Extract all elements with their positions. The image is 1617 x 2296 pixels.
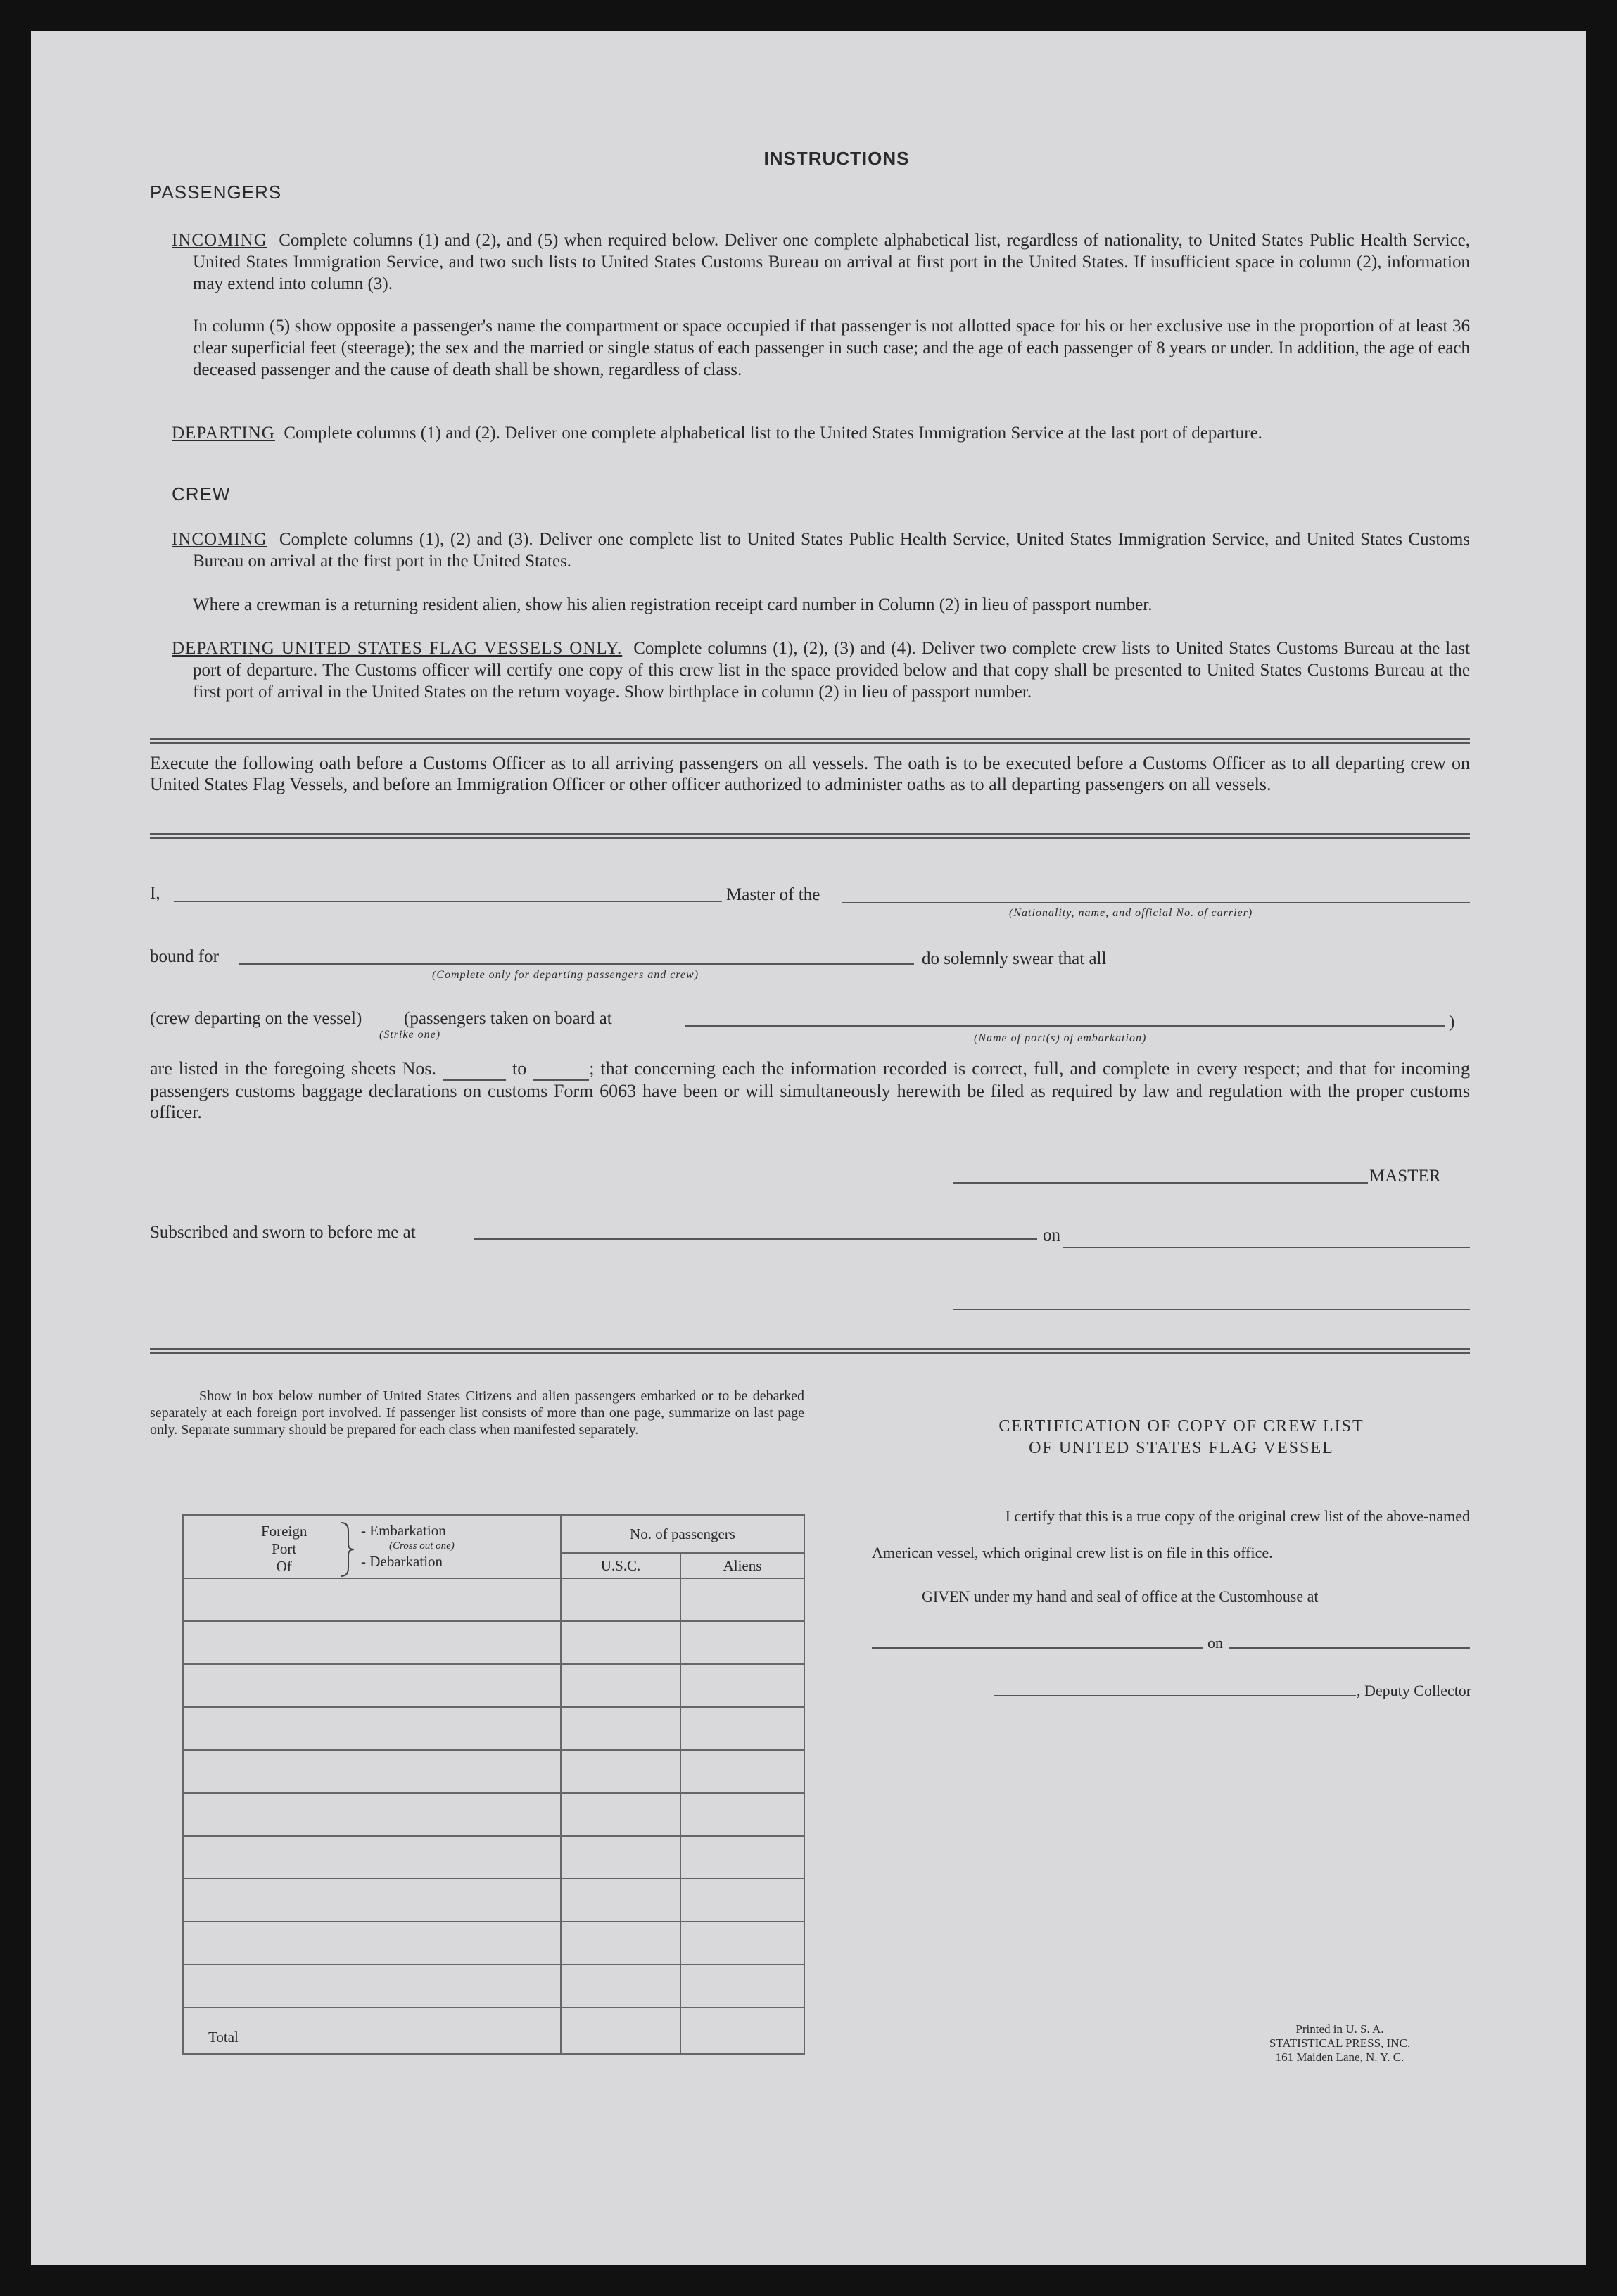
master-of-the-label: Master of the <box>722 885 820 905</box>
crew-departing-label: DEPARTING UNITED STATES FLAG VESSELS ONLY. <box>172 639 623 658</box>
table-row <box>183 1621 804 1664</box>
subscribed-label: Subscribed and sworn to before me at <box>150 1223 416 1242</box>
oath-i-label: I, <box>150 884 160 903</box>
crewman-paragraph: Where a crewman is a returning resident alien, show his alien registration receipt card number in Column (2) in lieu of passport number. <box>193 595 1153 614</box>
usc-cell[interactable] <box>561 1836 680 1879</box>
master-label: MASTER <box>1369 1167 1441 1186</box>
port-cell[interactable] <box>183 1965 561 2008</box>
bound-for-field[interactable] <box>239 963 914 965</box>
aliens-header: Aliens <box>680 1553 804 1578</box>
carrier-caption: (Nationality, name, and official No. of carrier) <box>1009 907 1253 919</box>
embarkation-port-field[interactable] <box>685 1025 1445 1027</box>
brace-icon <box>338 1521 357 1578</box>
certification-title-1: CERTIFICATION OF COPY OF CREW LIST <box>998 1417 1364 1435</box>
close-paren: ) <box>1449 1013 1455 1032</box>
listed-to: to <box>512 1058 527 1079</box>
printer-line-2: STATISTICAL PRESS, INC. <box>1269 2036 1411 2050</box>
table-row <box>183 1836 804 1879</box>
aliens-cell[interactable] <box>680 1621 804 1664</box>
usc-cell[interactable] <box>561 1879 680 1922</box>
deputy-collector-label: , Deputy Collector <box>1357 1682 1472 1699</box>
aliens-cell[interactable] <box>680 1793 804 1836</box>
certify-date-field[interactable] <box>1229 1647 1470 1649</box>
total-row <box>183 2008 804 2054</box>
master-signature-field[interactable] <box>953 1182 1368 1184</box>
crew-departing-option[interactable]: (crew departing on the vessel) <box>150 1009 362 1028</box>
sworn-date-field[interactable] <box>1063 1247 1470 1248</box>
table-header-row <box>183 1515 804 1553</box>
usc-cell[interactable] <box>561 1965 680 2008</box>
aliens-cell[interactable] <box>680 1879 804 1922</box>
port-header-cell <box>183 1515 561 1578</box>
passengers-incoming-paragraph <box>172 229 1470 295</box>
crew-incoming-label: INCOMING <box>172 530 267 549</box>
swear-label: do solemnly swear that all <box>922 949 1107 968</box>
passengers-heading: PASSENGERS <box>150 182 282 203</box>
oath-intro: Execute the following oath before a Customs Officer as to all arriving passengers on all vessels. The oath is to be executed before a Customs Officer as to all departing crew on United States Flag Vessels, and before an Immigration Officer or other officer authorized to administer oaths as to all departing passengers on all vessels. <box>150 753 1470 794</box>
port-cell[interactable] <box>183 1578 561 1621</box>
listed-paragraph <box>150 1058 1470 1123</box>
table-row <box>183 1664 804 1707</box>
passenger-summary-table <box>182 1514 805 2055</box>
port-label: Port <box>272 1540 297 1557</box>
aliens-cell[interactable] <box>680 1922 804 1965</box>
aliens-cell[interactable] <box>680 1707 804 1750</box>
passengers-taken-option[interactable]: (passengers taken on board at <box>404 1009 612 1028</box>
usc-cell[interactable] <box>561 1707 680 1750</box>
usc-cell[interactable] <box>561 1664 680 1707</box>
instructions-title: INSTRUCTIONS <box>763 148 910 169</box>
aliens-cell[interactable] <box>680 1750 804 1793</box>
table-row <box>183 1578 804 1621</box>
certification-title-2: OF UNITED STATES FLAG VESSEL <box>1029 1439 1334 1457</box>
summary-note: Show in box below number of United States Citizens and alien passengers embarked or to be debarked separately at each foreign port involved. If passenger list consists of more than one page, summarize on last page only. Separate summary should be prepared for each class when manifested separately. <box>150 1388 804 1438</box>
departing-text: Complete columns (1) and (2). Deliver one complete alphabetical list to the United States Immigration Service at the last port of departure. <box>284 424 1262 443</box>
printer-line-3: 161 Maiden Lane, N. Y. C. <box>1275 2050 1404 2064</box>
port-cell[interactable] <box>183 1836 561 1879</box>
incoming-text: Complete columns (1) and (2), and (5) when required below. Deliver one complete alphabetical list, regardless of nationality, to United States Public Health Service, United States Immigration Service, and two such lists to United States Customs Bureau on arrival at first port in the United States. If insufficient space in column (2), information may extend into column (3). <box>193 231 1471 293</box>
usc-cell[interactable] <box>561 1750 680 1793</box>
usc-cell[interactable] <box>561 1793 680 1836</box>
sworn-on-label: on <box>1043 1226 1060 1245</box>
aliens-cell[interactable] <box>680 1965 804 2008</box>
form-page <box>31 31 1586 2265</box>
table-row <box>183 1793 804 1836</box>
sheet-to-field[interactable] <box>533 1058 589 1081</box>
crew-departing-paragraph <box>172 638 1470 703</box>
departing-label: DEPARTING <box>172 424 275 443</box>
aliens-cell[interactable] <box>680 1578 804 1621</box>
carrier-field[interactable] <box>842 902 1470 903</box>
officer-signature-field[interactable] <box>953 1309 1470 1310</box>
table-row <box>183 1707 804 1750</box>
table-row <box>183 1750 804 1793</box>
passengers-departing-paragraph <box>172 422 1470 444</box>
debarkation-option[interactable]: - Debarkation <box>361 1553 443 1570</box>
no-passengers-header: No. of passengers <box>561 1515 804 1553</box>
crew-departing-text: Complete columns (1), (2), (3) and (4). Deliver two complete crew lists to United States Customs Bureau at the last port of departure. The Customs officer will certify one copy of this crew list in the space provided below and that copy shall be presented to United States Customs Bureau at the first port of arrival in the United States on the return voyage. Show birthplace in column (2) in lieu of passport number. <box>193 639 1470 702</box>
certification-title <box>868 1416 1495 1459</box>
sheet-from-field[interactable] <box>443 1058 506 1081</box>
printer-imprint <box>1255 2022 1424 2065</box>
listed-text-b: ; that concerning each the information recorded is correct, full, and complete in every respect; and that for incoming passengers customs baggage declarations on customs Form 6063 have been or will simultaneously herewith be filed as required by law and regulation with the proper customs officer. <box>150 1058 1471 1122</box>
table-row <box>183 1922 804 1965</box>
deputy-signature-field[interactable] <box>994 1695 1356 1696</box>
listed-text-a: are listed in the foregoing sheets Nos. <box>150 1058 436 1079</box>
certify-text-1: I certify that this is a true copy of the original crew list of the above-named <box>1005 1507 1470 1525</box>
port-caption: (Name of port(s) of embarkation) <box>974 1032 1147 1044</box>
usc-cell[interactable] <box>561 1922 680 1965</box>
aliens-cell[interactable] <box>680 1664 804 1707</box>
of-label: Of <box>276 1558 292 1575</box>
bound-for-caption: (Complete only for departing passengers and crew) <box>432 969 699 981</box>
column5-paragraph: In column (5) show opposite a passenger's name the compartment or space occupied if that passenger is not allotted space for his or her exclusive use in the proportion of at least 36 clear superficial feet (steerage); the sex and the married or single status of each passenger in such case; and the age of each passenger of 8 years or under. In addition, the age of each deceased passenger and the cause of death shall be shown, regardless of class. <box>193 317 1470 379</box>
crew-incoming-text: Complete columns (1), (2) and (3). Deliver one complete list to United States Public Health Service, United States Immigration Service, and United States Customs Bureau on arrival at the first port in the United States. <box>193 530 1471 571</box>
usc-total-cell[interactable] <box>561 2008 680 2054</box>
port-cell[interactable] <box>183 1707 561 1750</box>
aliens-total-cell[interactable] <box>680 2008 804 2054</box>
table-row <box>183 1879 804 1922</box>
foreign-label: Foreign <box>261 1523 307 1540</box>
cross-out-caption: (Cross out one) <box>389 1540 455 1552</box>
sworn-place-field[interactable] <box>474 1238 1037 1240</box>
aliens-cell[interactable] <box>680 1836 804 1879</box>
embarkation-option[interactable]: - Embarkation <box>361 1522 446 1539</box>
divider-3 <box>150 1348 1470 1354</box>
divider-2 <box>150 833 1470 839</box>
bound-for-label: bound for <box>150 947 219 966</box>
port-cell[interactable] <box>183 1621 561 1664</box>
customhouse-field[interactable] <box>872 1647 1203 1649</box>
crew-incoming-paragraph <box>172 528 1470 572</box>
port-cell[interactable] <box>183 1922 561 1965</box>
usc-cell[interactable] <box>561 1621 680 1664</box>
incoming-label: INCOMING <box>172 231 267 250</box>
port-cell[interactable] <box>183 1793 561 1836</box>
total-label: Total <box>183 2008 561 2054</box>
usc-header: U.S.C. <box>561 1553 680 1578</box>
port-cell[interactable] <box>183 1750 561 1793</box>
certify-text-2: American vessel, which original crew list is on file in this office. <box>872 1544 1273 1561</box>
port-cell[interactable] <box>183 1664 561 1707</box>
port-cell[interactable] <box>183 1879 561 1922</box>
certify-on-label: on <box>1207 1634 1223 1651</box>
strike-one-caption: (Strike one) <box>379 1029 441 1041</box>
divider-1 <box>150 738 1470 744</box>
usc-cell[interactable] <box>561 1578 680 1621</box>
printer-line-1: Printed in U. S. A. <box>1295 2022 1384 2036</box>
table-row <box>183 1965 804 2008</box>
given-text: GIVEN under my hand and seal of office at the Customhouse at <box>922 1587 1319 1605</box>
master-name-field[interactable] <box>174 901 747 902</box>
crew-heading: CREW <box>172 483 231 505</box>
